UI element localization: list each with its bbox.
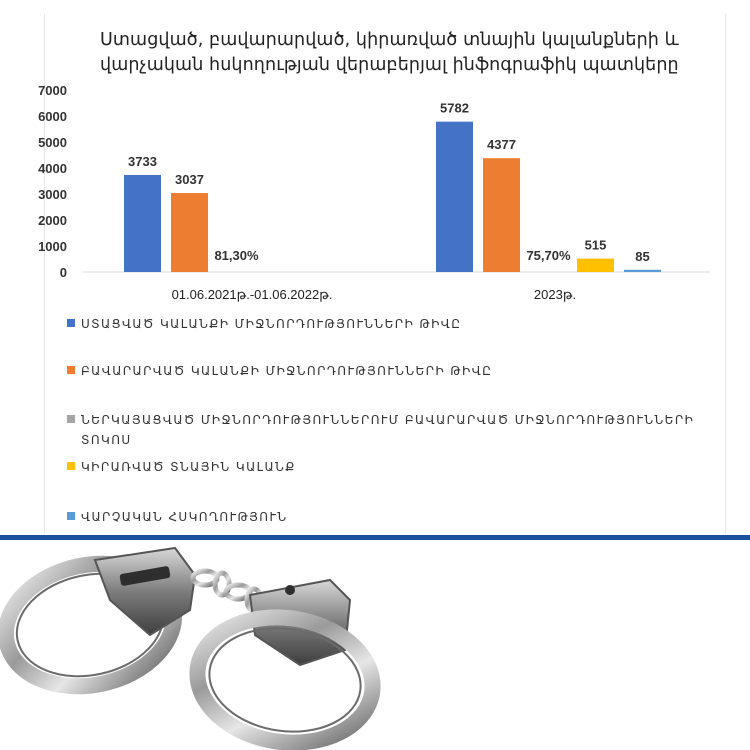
y-tick-label: 0 bbox=[59, 265, 67, 280]
legend-item bbox=[67, 507, 701, 527]
data-label: 5782 bbox=[440, 100, 469, 116]
legend-swatch bbox=[67, 319, 75, 327]
bar bbox=[171, 193, 208, 272]
legend-swatch bbox=[67, 415, 75, 423]
y-tick-label: 1000 bbox=[38, 239, 67, 254]
data-label: 3733 bbox=[128, 153, 157, 169]
chart-panel bbox=[38, 14, 726, 534]
data-label: 81,30% bbox=[214, 248, 259, 263]
y-tick-label: 6000 bbox=[38, 109, 67, 124]
legend-item bbox=[67, 410, 701, 450]
legend-swatch bbox=[67, 462, 75, 470]
bar-chart bbox=[38, 14, 725, 304]
y-tick-label: 2000 bbox=[38, 213, 67, 228]
legend-swatch bbox=[67, 366, 75, 374]
chart-title-line-2: վարչական հսկողության վերաբերյալ ինֆոգրաֆիկ պատկերը bbox=[100, 55, 679, 75]
y-tick-label: 7000 bbox=[38, 83, 67, 98]
x-tick-label: 2023թ. bbox=[533, 287, 577, 302]
bar bbox=[483, 158, 520, 272]
bar bbox=[577, 259, 614, 272]
data-label: 4377 bbox=[487, 137, 516, 153]
bar bbox=[124, 175, 161, 272]
y-tick-label: 4000 bbox=[38, 161, 67, 176]
y-tick-label: 3000 bbox=[38, 187, 67, 202]
legend-label: ՆԵՐԿԱՅԱՑՎԱԾ ՄԻՋՆՈՐԴՈՒԹՅՈՒՆՆԵՐՈՒՄ ԲԱՎԱՐԱՐՎԱԾ ՄԻՋՆՈՐԴՈՒԹՅՈՒՆՆԵՐԻ ՏՈԿՈՍ bbox=[81, 413, 695, 447]
y-tick-label: 5000 bbox=[38, 135, 67, 150]
chart-title-line-1: Ստացված, բավարարված, կիրառված տնային կալանքների և bbox=[100, 30, 679, 50]
legend-swatch bbox=[67, 512, 75, 520]
data-label: 3037 bbox=[175, 172, 204, 188]
bar bbox=[436, 122, 473, 272]
data-label: 75,70% bbox=[526, 248, 571, 263]
legend-item bbox=[67, 361, 701, 381]
legend-label: ԿԻՐԱՌՎԱԾ ՏՆԱՅԻՆ ԿԱԼԱՆՔ bbox=[81, 460, 296, 474]
data-label: 515 bbox=[584, 237, 607, 253]
legend-label: ՍՏԱՑՎԱԾ ԿԱԼԱՆՔԻ ՄԻՋՆՈՐԴՈՒԹՅՈՒՆՆԵՐԻ ԹԻՎԸ bbox=[81, 317, 462, 331]
legend-label: ԲԱՎԱՐԱՐՎԱԾ ԿԱԼԱՆՔԻ ՄԻՋՆՈՐԴՈՒԹՅՈՒՆՆԵՐԻ ԹԻՎԸ bbox=[81, 364, 493, 378]
data-label: 85 bbox=[635, 248, 650, 264]
legend-label: ՎԱՐՉԱԿԱՆ ՀՍԿՈՂՈՒԹՅՈՒՆ bbox=[81, 510, 288, 524]
x-tick-label: 01.06.2021թ.-01.06.2022թ. bbox=[171, 287, 333, 302]
bar bbox=[624, 270, 661, 272]
handcuffs-icon bbox=[0, 540, 750, 750]
legend-item bbox=[67, 457, 701, 477]
legend-item bbox=[67, 314, 701, 334]
